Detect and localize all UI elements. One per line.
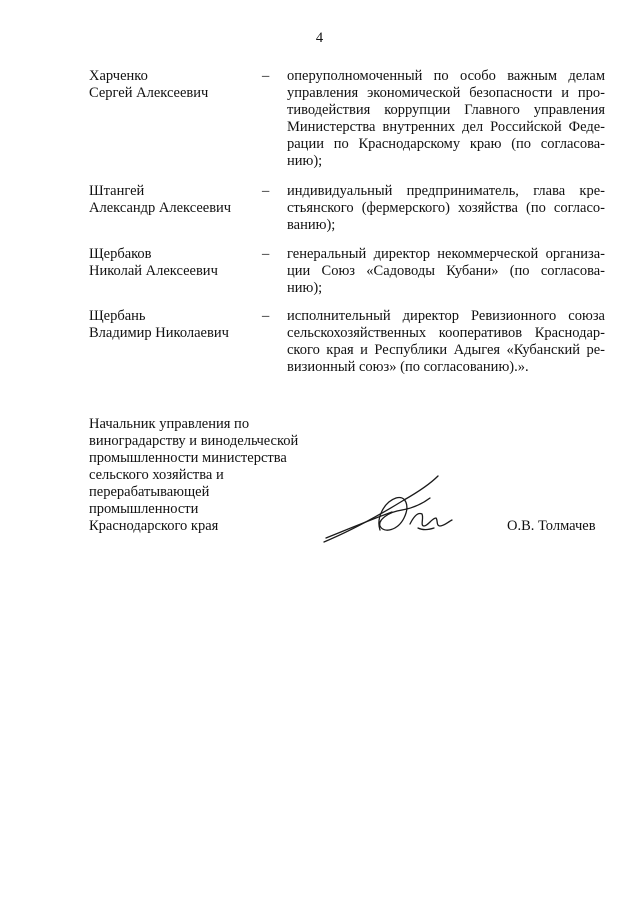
description-line: ванию); (287, 217, 336, 233)
description-line: ского края и Республики Адыгея «Кубанский ре- (287, 342, 605, 358)
description-line: исполнительный директор Ревизионного союза (287, 308, 605, 324)
description-line: сельскохозяйственных кооперативов Краснодар- (287, 325, 605, 341)
member-surname: Штангей (89, 183, 145, 199)
member-description (287, 68, 605, 170)
description-line: рации по Краснодарскому краю (по согласова- (287, 136, 605, 152)
dash-separator: – (262, 183, 270, 199)
description-line: нию); (287, 153, 323, 169)
description-line: Министерства внутренних дел Российской Феде- (287, 119, 605, 135)
member-surname: Харченко (89, 68, 148, 84)
position-line: Краснодарского края (89, 518, 219, 534)
member-given-names: Сергей Алексеевич (89, 85, 209, 101)
position-line: промышленности (89, 501, 199, 517)
member-description (287, 183, 605, 234)
description-line: стьянского (фермерского) хозяйства (по согласо- (287, 200, 605, 216)
signatory-position (89, 416, 298, 535)
member-given-names: Николай Алексеевич (89, 263, 218, 279)
handwritten-signature (318, 468, 468, 550)
description-line: визионный союз» (по согласованию).». (287, 359, 529, 375)
member-description (287, 308, 605, 376)
member-surname: Щербань (89, 308, 146, 324)
member-name (89, 183, 231, 217)
position-line: промышленности министерства (89, 450, 287, 466)
member-description (287, 246, 605, 297)
description-line: тиводействия коррупции Главного управления (287, 102, 605, 118)
position-line: сельского хозяйства и (89, 467, 224, 483)
member-given-names: Александр Алексеевич (89, 200, 232, 216)
member-name (89, 68, 208, 102)
dash-separator: – (262, 308, 270, 324)
description-line: оперуполномоченный по особо важным делам (287, 68, 605, 84)
description-line: генеральный директор некоммерческой организа- (287, 246, 605, 262)
dash-separator: – (262, 68, 270, 84)
description-line: индивидуальный предприниматель, глава кре- (287, 183, 605, 199)
member-name (89, 246, 218, 280)
member-name (89, 308, 229, 342)
member-surname: Щербаков (89, 246, 152, 262)
position-line: виноградарству и винодельческой (89, 433, 299, 449)
description-line: ции Союз «Садоводы Кубани» (по согласова- (287, 263, 605, 279)
member-given-names: Владимир Николаевич (89, 325, 229, 341)
signer-name: О.В. Толмачев (507, 518, 596, 534)
description-line: управления экономической безопасности и про- (287, 85, 605, 101)
position-line: перерабатывающей (89, 484, 210, 500)
position-line: Начальник управления по (89, 416, 250, 432)
page-number: 4 (315, 30, 324, 46)
dash-separator: – (262, 246, 270, 262)
description-line: нию); (287, 280, 323, 296)
